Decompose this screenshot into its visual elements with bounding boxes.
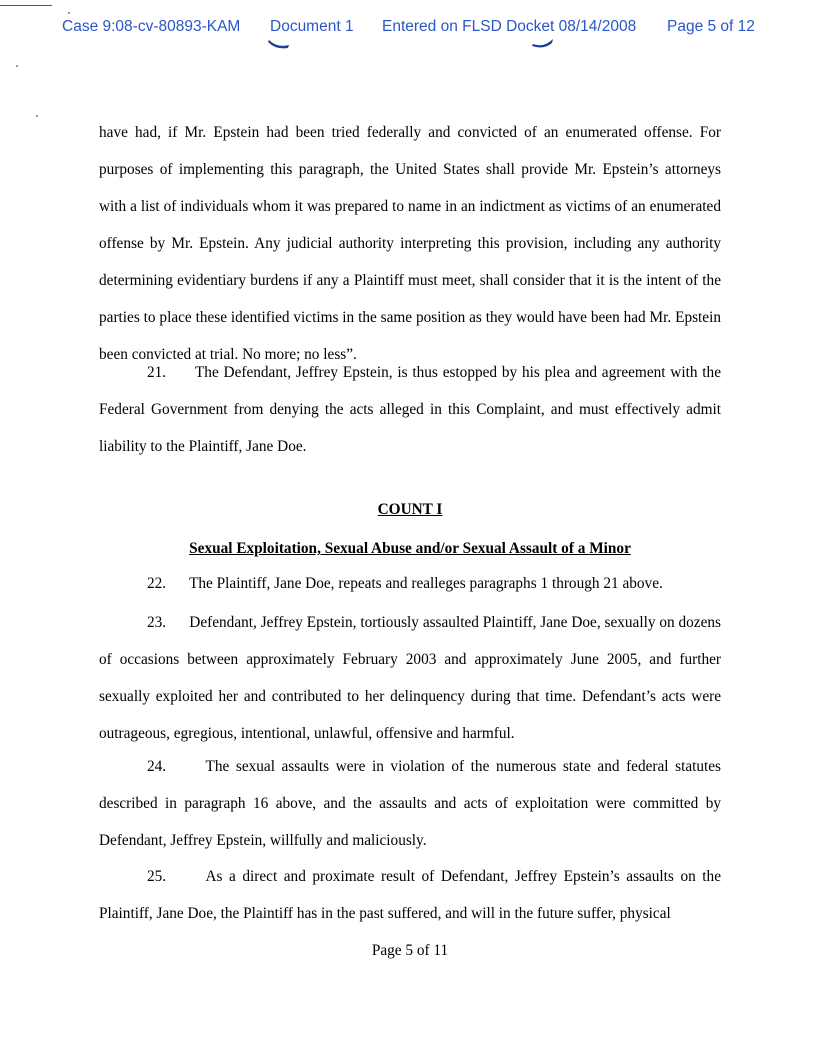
scan-speck <box>16 65 18 67</box>
docket-header-case: Case 9:08-cv-80893-KAM <box>62 18 241 35</box>
filing-stamp-mark-right <box>532 38 554 50</box>
paragraph-24: 24. The sexual assaults were in violation of the numerous state and federal statutes described in paragraph 16 above, and the assaults and acts of exploitation were committed by Defendant, Jeffrey Epstein, willfully and maliciously. <box>99 758 721 849</box>
page-footer: Page 5 of 11 <box>371 942 449 959</box>
top-rule <box>0 5 52 6</box>
paragraph-22: 22. The Plaintiff, Jane Doe, repeats and realleges paragraphs 1 through 21 above. <box>147 575 663 592</box>
count-heading: COUNT I <box>377 501 443 518</box>
filing-stamp-mark-left <box>268 38 290 50</box>
docket-header-entered: Entered on FLSD Docket 08/14/2008 <box>382 18 637 35</box>
paragraph-23: 23. Defendant, Jeffrey Epstein, tortiously assaulted Plaintiff, Jane Doe, sexually on dozens of occasions between approximately February 2003 and approximately June 2005, and further sexually exploited her and contributed to her delinquency during that time. Defendant’s acts were outrageous, egregious, intentional, unlawful, offensive and harmful. <box>99 614 721 742</box>
count-subheading: Sexual Exploitation, Sexual Abuse and/or Sexual Assault of a Minor <box>189 540 631 557</box>
paragraph-20-continued: have had, if Mr. Epstein had been tried federally and convicted of an enumerated offense. For purposes of implementing this paragraph, the United States shall provide Mr. Epstein’s attorneys with a list of individuals whom it was prepared to name in an indictment as victims of an enumerated offense by Mr. Epstein. Any judicial authority interpreting this provision, including any authority determining evidentiary burdens if any a Plaintiff must meet, shall consider that it is the intent of the parties to place these identified victims in the same position as they would have been had Mr. Epstein been convicted at trial. No more; no less”. <box>99 124 721 363</box>
scan-speck <box>68 12 70 14</box>
docket-header-document: Document 1 <box>270 18 354 35</box>
scan-speck <box>36 115 38 117</box>
paragraph-21: 21. The Defendant, Jeffrey Epstein, is thus estopped by his plea and agreement with the Federal Government from denying the acts alleged in this Complaint, and must effectively admit liability to the Plaintiff, Jane Doe. <box>99 364 721 455</box>
docket-header-page: Page 5 of 12 <box>667 18 755 35</box>
paragraph-25: 25. As a direct and proximate result of Defendant, Jeffrey Epstein’s assaults on the Plaintiff, Jane Doe, the Plaintiff has in the past suffered, and will in the future suffer, physical <box>99 868 721 922</box>
